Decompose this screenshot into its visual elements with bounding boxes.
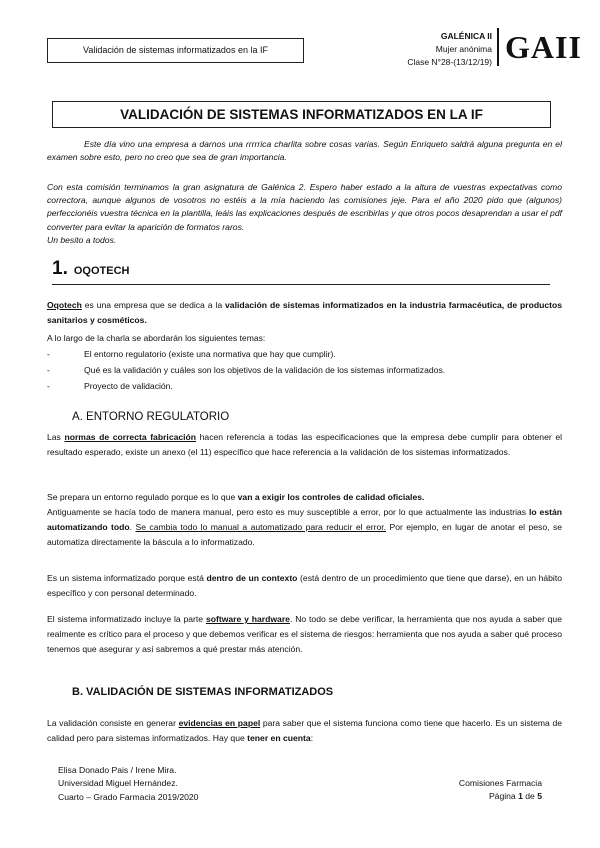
text-span: Las	[47, 432, 65, 442]
header-author: Mujer anónima	[435, 44, 492, 54]
document-title-box	[52, 101, 551, 128]
text-span: .	[129, 522, 136, 532]
subsection-b-title: B. VALIDACIÓN DE SISTEMAS INFORMATIZADOS	[72, 686, 334, 698]
oqotech-activity: validación de sistemas informatizados en la industria farmacéutica, de productos sanitarios y cosméticos.	[47, 300, 563, 325]
footer-university: Universidad Miguel Hernández.	[58, 778, 178, 789]
list-item	[47, 363, 445, 378]
page-of-label: de	[522, 791, 538, 802]
text-span: :	[310, 733, 314, 743]
list-item	[47, 347, 336, 362]
oqotech-text: es una empresa que se dedica a la	[81, 300, 226, 310]
section-heading	[52, 258, 550, 285]
header-class-info	[396, 30, 492, 69]
software-hardware-term: software y hardware	[205, 614, 290, 624]
footer-right	[459, 777, 542, 804]
section-title: OQOTECH	[73, 265, 130, 277]
text-span: Se prepara un entorno regulado porque es lo que	[47, 492, 238, 502]
footer-authors: Elisa Donado Pais / Irene Mira.	[58, 765, 177, 775]
page-indicator	[459, 790, 542, 803]
automation-statement: Se cambia todo lo manual a automatizado para reducir el error.	[135, 522, 387, 532]
text-span: hacen referencia a todas las especificaciones que la empresa debe cumplir para obtener el resultado esperado, existe un anexo (el 11) específico que hace referencia a la validación de los sistemas informatizados.	[47, 432, 563, 457]
gaii-logo: GAII	[505, 29, 582, 65]
list-item-text: Proyecto de validación.	[84, 381, 173, 391]
list-bullet: -	[47, 365, 50, 375]
list-bullet: -	[47, 349, 50, 359]
text-span: (está dentro de un procedimiento que tiene que darse), en un hábito específico y con personal determinado.	[47, 573, 563, 598]
text-span: Por ejemplo, en lugar de anotar el peso, se automatiza directamente la báscula a lo informatizado.	[47, 522, 563, 547]
intro-paragraph-1: Este día vino una empresa a darnos una rrrrrica charlita sobre cosas varias. Según Enriqueto saldrá alguna pregunta en el examen sobre esto, pero no creo que sea de gran importancia.	[47, 139, 562, 163]
header-class-number: Clase N°28-(13/12/19)	[407, 57, 492, 67]
list-item-text: Qué es la validación y cuáles son los objetivos de la validación de los sistemas informatizados.	[84, 365, 446, 375]
consider-term: tener en cuenta	[247, 733, 311, 743]
topics-intro: A lo largo de la charla se abordarán los siguientes temas:	[47, 333, 266, 343]
intro-paragraph-2-text: Con esta comisión terminamos la gran asignatura de Galénica 2. Espero haber estado a la altura de vuestras expectativas como correctora, aunque algunos de vosotros no estéis a la mía haciendo las comisiones jeje. Para el año 2020 pido que (algunos) perfeccionéis vuestra técnica en la plantilla, leáis las explicaciones después de escribirlas y que otros pocos desaprendan a usar el pdf converter para evitar la aparición de formatos raros.	[47, 182, 562, 232]
regulatory-paragraph-1	[47, 430, 562, 460]
automation-term: lo están automatizando todo	[47, 507, 562, 532]
list-item	[47, 379, 173, 394]
page-number: 1	[518, 791, 523, 802]
document-title: VALIDACIÓN DE SISTEMAS INFORMATIZADOS EN LA IF	[120, 107, 483, 122]
oqotech-term: Oqotech	[47, 300, 82, 310]
oqotech-paragraph	[47, 298, 562, 328]
intro-paragraph-2	[47, 181, 562, 247]
footer-course: Cuarto – Grado Farmacia 2019/2020	[58, 791, 199, 802]
header-divider	[497, 28, 499, 66]
section-number: 1.	[52, 258, 68, 279]
header-subject: GALÉNICA II	[440, 31, 492, 41]
paper-evidence-term: evidencias en papel	[178, 718, 261, 728]
header-doc-title: Validación de sistemas informatizados en la IF	[83, 45, 268, 55]
list-bullet: -	[47, 381, 50, 391]
page-total: 5	[537, 791, 542, 802]
regulatory-paragraph-3	[47, 571, 562, 601]
header-doc-title-box	[47, 38, 304, 63]
validation-paragraph	[47, 716, 562, 746]
text-span: . No todo se debe verificar, la herramienta que nos ayuda a saber que realmente es crítico para el proceso y que debemos verificar es el sistema de riesgos: herramienta que nos ayuda a saber qué proceso tenemos que asegurar y así sabremos a qué prestar más atención.	[47, 614, 562, 654]
footer-group: Comisiones Farmacia	[458, 778, 542, 788]
subsection-a-title: A. ENTORNO REGULATORIO	[72, 411, 230, 423]
text-span: Es un sistema informatizado porque está	[47, 573, 207, 583]
page-label: Página	[488, 791, 519, 802]
regulatory-paragraph-4	[47, 612, 562, 657]
intro-sign-off: Un besito a todos.	[47, 234, 117, 245]
text-span: para saber que el sistema funciona como tiene que hacerlo. Es un sistema de calidad pero para sistemas informatizados. Hay que	[47, 718, 563, 743]
gmp-term: normas de correcta fabricación	[64, 432, 197, 442]
text-span: La validación consiste en generar	[47, 718, 179, 728]
text-span: Antiguamente se hacía todo de manera manual, pero esto es muy susceptible a error, por lo que actualmente las industrias	[47, 507, 529, 517]
list-item-text: El entorno regulatorio (existe una normativa que hay que cumplir).	[84, 349, 336, 359]
regulatory-paragraph-2	[47, 490, 562, 550]
footer-left	[58, 764, 198, 804]
context-term: dentro de un contexto	[206, 573, 298, 583]
quality-controls-term: van a exigir los controles de calidad oficiales.	[237, 492, 425, 502]
text-span: El sistema informatizado incluye la parte	[47, 614, 206, 624]
